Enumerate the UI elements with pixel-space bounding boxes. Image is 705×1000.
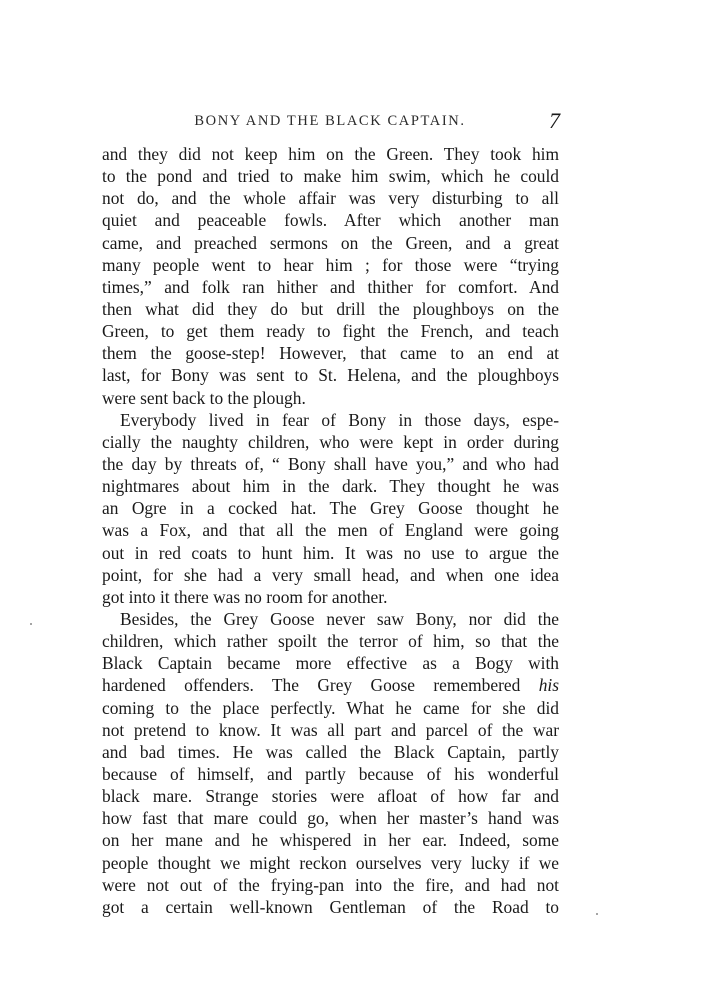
text-line: was a Fox, and that all the men of England were going	[102, 520, 559, 541]
text-line: cially the naughty children, who were kept in order during	[102, 431, 559, 452]
text-line: then what did they do but drill the ploughboys on the	[102, 298, 559, 319]
text-line: to the pond and tried to make him swim, which he could	[102, 166, 559, 187]
text-line: got a certain well-known Gentleman of the Road to	[102, 896, 559, 917]
running-head	[100, 110, 560, 134]
text-line-with-emphasis	[102, 674, 559, 696]
page-number: 7	[549, 108, 560, 133]
text-line: coming to the place perfectly. What he came for she did	[102, 697, 559, 718]
text-line: were not out of the frying-pan into the fire, and had not	[102, 874, 559, 895]
text-line: them the goose-step! However, that came to an end at	[102, 343, 559, 364]
text-line: got into it there was no room for another.	[102, 586, 388, 607]
text-line: came, and preached sermons on the Green, and a great	[102, 232, 559, 253]
text-line: black mare. Strange stories were afloat of how far and	[102, 786, 559, 807]
body-text	[102, 143, 559, 918]
text-line: were sent back to the plough.	[102, 387, 306, 408]
text-line: point, for she had a very small head, and when one idea	[102, 564, 559, 585]
text-line: Everybody lived in fear of Bony in those days, espe-	[120, 409, 559, 430]
text-line: last, for Bony was sent to St. Helena, and the ploughboys	[102, 365, 559, 386]
text-line: hardened offenders. The Grey Goose remembered	[102, 675, 521, 696]
text-line: nightmares about him in the dark. They thought he was	[102, 476, 559, 497]
text-line: not pretend to know. It was all part and parcel of the war	[102, 719, 559, 740]
text-line: and bad times. He was called the Black Captain, partly	[102, 741, 559, 762]
text-line: out in red coats to hunt him. It was no use to argue the	[102, 542, 559, 563]
running-title: BONY AND THE BLACK CAPTAIN.	[194, 113, 466, 129]
text-line: the day by threats of, “ Bony shall have you,” and who had	[102, 453, 559, 474]
paper-speck	[30, 623, 32, 625]
text-line: on her mane and he whispered in her ear. Indeed, some	[102, 830, 559, 851]
text-line: Black Captain became more effective as a Bogy with	[102, 653, 559, 674]
text-line: many people went to hear him ; for those were “trying	[102, 254, 559, 275]
text-line: because of himself, and partly because of his wonderful	[102, 763, 559, 784]
emphasized-word: his	[538, 675, 559, 696]
text-line: an Ogre in a cocked hat. The Grey Goose thought he	[102, 498, 559, 519]
text-line: people thought we might reckon ourselves very lucky if we	[102, 852, 559, 873]
paper-speck	[596, 913, 598, 915]
text-line: not do, and the whole affair was very disturbing to all	[102, 188, 559, 209]
text-line: Besides, the Grey Goose never saw Bony, nor did the	[120, 608, 559, 629]
text-line: how fast that mare could go, when her master’s hand was	[102, 808, 559, 829]
text-line: times,” and folk ran hither and thither for comfort. And	[102, 276, 559, 297]
text-line: Green, to get them ready to fight the French, and teach	[102, 321, 559, 342]
text-line: and they did not keep him on the Green. They took him	[102, 144, 559, 164]
text-line: children, which rather spoilt the terror of him, so that the	[102, 631, 559, 652]
text-line: quiet and peaceable fowls. After which another man	[102, 210, 559, 231]
